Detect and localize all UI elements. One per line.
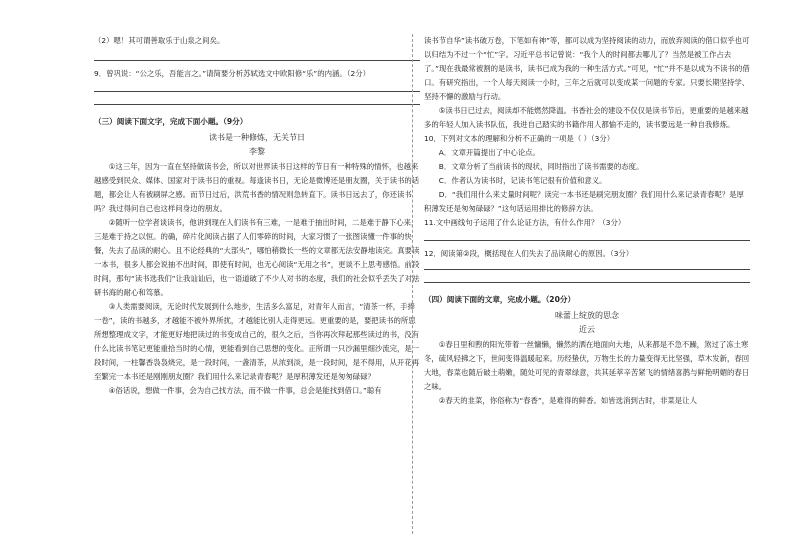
column-divider	[412, 34, 413, 534]
essay-paragraph-3: ③人类需要阅读，无论时代发展到什么地步，生活多么富足，对青年人而言，“清茶一杯，手捧一卷”，读的书越多，才越能不被外界所扰，才越能比别人走得更远。更重要的是，要把读书的所思所想整理成文字，才能更好地把读过的书变成自己的，很久之后，当你再次拜起那些读过的书，没有什么比读书笔记更能重拾当时的心情，更能看到自己思想的变化。正所谓一只沙漏里细沙流完，是一段时间，一柱馨香袅袅烧完，是一段时间，一盏清茶，从浓到淡，是一段时间，是不得用，从开花再至繁完一本书还是刚刚朋友圈？我们用什么来记录青春呢？是厚积薄发还是匆匆碌碌？	[94, 302, 420, 381]
essay-paragraph-4-continued: 读书节自华”读书破万卷，下笔如有神”等，都可以成为坚持阅读的动力，而放弃阅读的借口似乎也可以归结为不过一个“忙”字。习近平总书记曾说：“我个人的时间都去哪儿了？当然是被工作占去了。”现在我最常被割的是读书，读书已成为我的一种生活方式。”可见，“忙”并不是以成为不读书的借口。有研究指出，一个人每天阅读一小时，三年之后就可以变成某一问题的专家。只要长期坚持学、坚持不懈的激励与行动。	[424, 36, 750, 101]
essay-paragraph-1: ①这三年，因为一直在坚持做读书会，所以对世界读书日这样的节日有一种特殊的情怀，也越来越感受到民众、媒体、国家对于读书日的重视。每逢读书日，无论是微博还是朋友圈，关于读书的话题，都会让人有被刷屏之感。而节日过后，洪荒书香的情况则急转直下。读书日远去了，你还读书吗？我过得问自己也这样问身边的朋友。	[94, 162, 420, 213]
essay-paragraph-4: ④俗话说，想做一件事，会为自己找方法，而不做一件事，总会是能找到借口。”聪有	[108, 386, 382, 395]
question-10-option-d[interactable]: D．“我们用什么来丈量时间呢？读完一本书还是刷完朋友圈？我们用什么来记录青春呢？是厚积薄发还是匆匆碌碌？”这句话运用排比的修辞方法。	[424, 190, 744, 213]
question-11: 11.文中画线句子运用了什么论证方法，有什么作用？（3分）	[424, 218, 626, 227]
essay-paragraph-2: ②随听一位学者谈读书，他讲到现在人们读书有三难，一是难于抽出时间，二是难于静下心来，三是难于持之以恒。的确，碎片化阅读占据了人们零碎的时间，大家习惯了一张图读懂一件事的快餐，失去了品读的耐心。且不论经典的“大部头”，哪怕稍微长一些的文章都无法安静地读完。真要读一本书，很多人都会说抽不出时间，即使有时间，也无心阅读“无用之书”，更谈不上思考感悟。前段时间，那句“读书选我们”让我讪讪后，也一语道破了不少人对书的态度，我们的社会似乎丢失了对祛研书海的耐心和笃慕。	[94, 218, 420, 297]
essay-paragraph-5: ⑤读书日已过去，阅读却不能燃然降温。书香社会的建设不仅仅是读书节后，更重要的是越来越多的年轻人加入读书队伍，我进自己踏实的书籍作用人都愉不走的，读书要远是一种自我修炼。	[424, 106, 749, 129]
story-author: 近云	[579, 325, 595, 334]
question-10-option-a[interactable]: A．文章开篇提出了中心论点。	[438, 148, 540, 157]
essay-title: 读书是一种修炼，无关节日	[209, 133, 305, 142]
answer-line[interactable]	[424, 269, 750, 270]
section-3-heading: （三）阅读下面文字，完成下面小题。（9分）	[94, 117, 248, 126]
story-paragraph-1: ①春日里和煦的阳光带着一丝慵懒，懒然的洒在地面向大地，从来都是不急不躁，煞过了冻土寒冬，硫风轻拂之下，世间变得温暖起来。历经蛰伏，万物生长的力量变得无比坚强，草木发新，春回大地，春菜也随后破土萌嫩，随处可见的青翠绿意，共其延萃辛苦紧飞的情绪喜鹊与鲜艳明媚的春日之味。	[424, 340, 750, 391]
question-9: 9．曾巩说：“公之乐，吾能言之。”请简要分析苏轼选文中欧阳修“乐”的内涵。（2分）	[94, 69, 370, 78]
section-4-heading: （四）阅读下面的文章，完成小题。（20分）	[424, 295, 576, 304]
question-12: 12．阅读第②段，概括现在人们失去了品读耐心的原因。（3分）	[424, 249, 634, 258]
right-column	[424, 34, 750, 408]
question-10-option-b[interactable]: B．文章分析了当前读书的现状，同时指出了读书需要的态度。	[438, 162, 644, 171]
story-title: 味蕾上绽放的思念	[555, 311, 619, 320]
question-10-option-c[interactable]: C．作者认为读书时，记读书笔记很有价值和意义。	[438, 176, 607, 185]
left-column	[94, 34, 420, 398]
question-10: 10．下列对文本的理解和分析不正确的一项是（ ）（3分）	[424, 134, 615, 143]
story-paragraph-2: ②春天的韭菜，你俗称为“春香”，是难得的鲜香。如皆选消到古时，非菜是让人	[438, 396, 697, 405]
question-2-item: （2）嗯！其可谓善取乐于山泉之间矣。	[94, 36, 225, 45]
answer-line[interactable]	[94, 91, 420, 92]
essay-author: 李黎	[249, 147, 265, 156]
